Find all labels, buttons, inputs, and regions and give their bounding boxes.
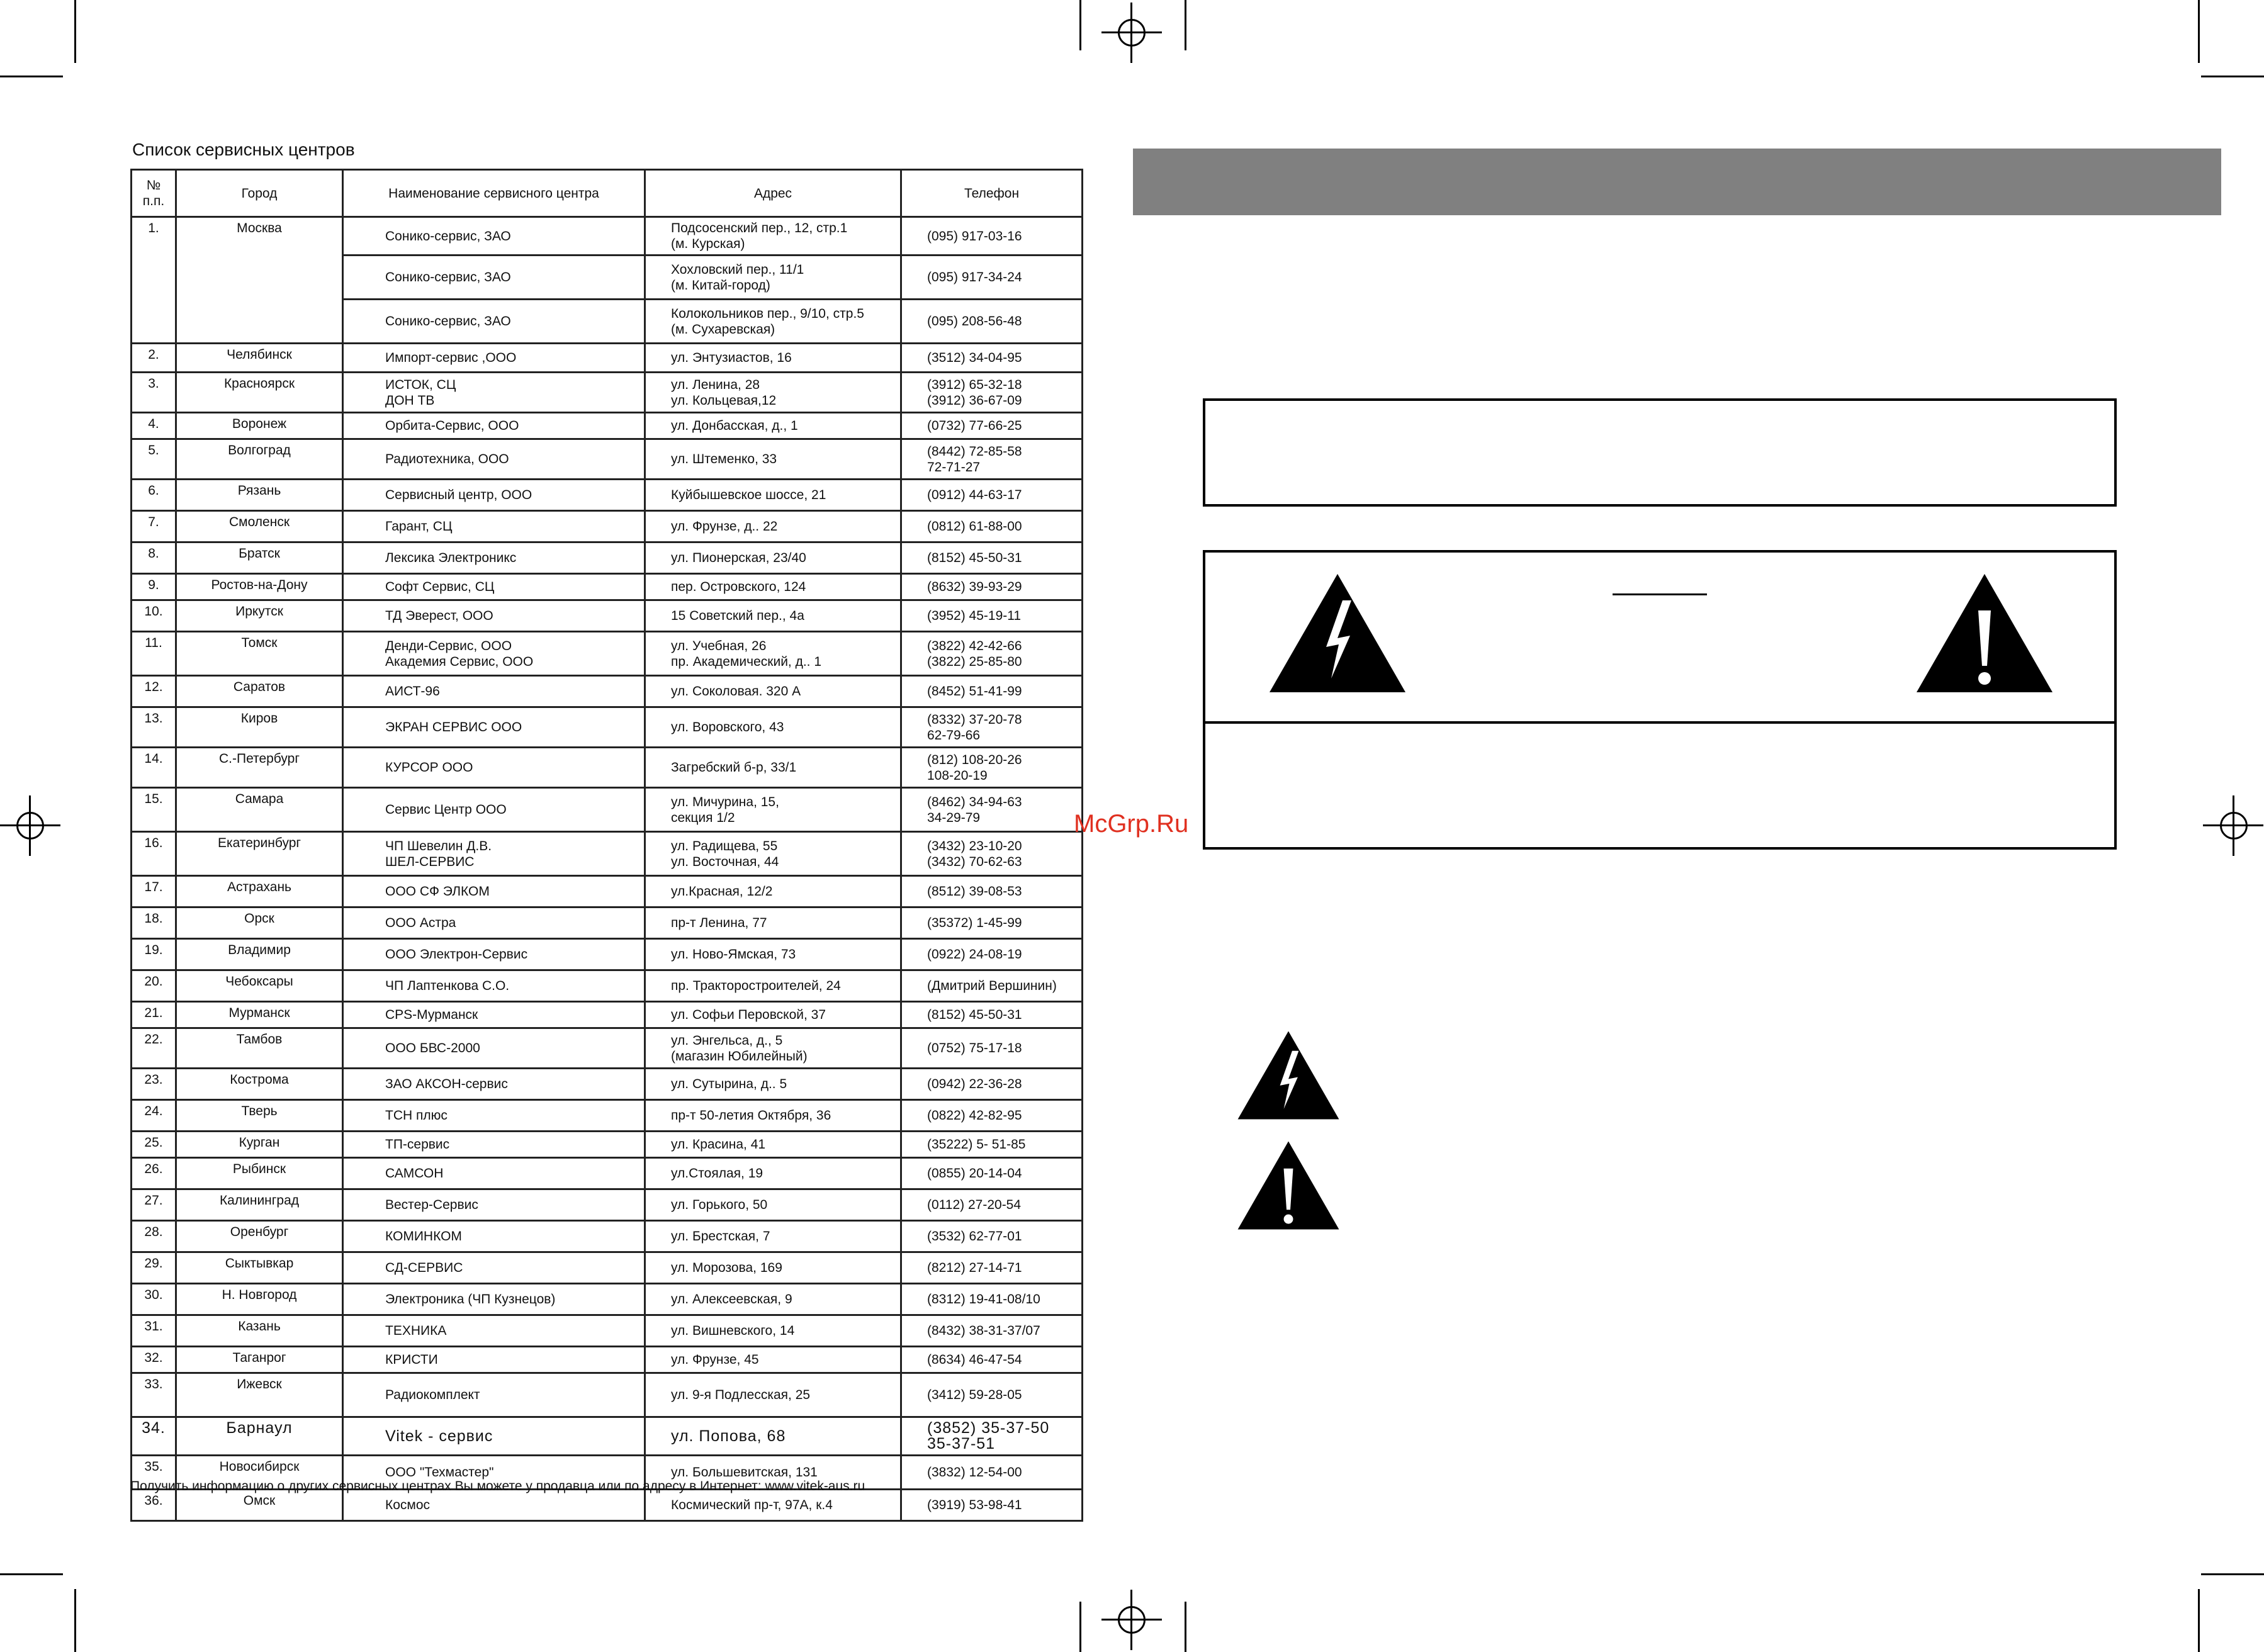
- cell-num: 13.: [132, 707, 176, 748]
- cell-address: 15 Советский пер., 4а: [645, 600, 901, 632]
- crop-mark: [1185, 0, 1186, 50]
- footer-note: Получить информацию о других сервисных центрах Вы можете у продавца или по адресу в Интернет: www.vitek-aus.ru: [130, 1479, 865, 1493]
- cell-name: ТСН плюс: [343, 1100, 645, 1132]
- cell-address: ул. Софьи Перовской, 37: [645, 1002, 901, 1028]
- cell-name: Сонико-сервис, ЗАО: [343, 256, 645, 300]
- table-row: [132, 413, 1083, 439]
- cell-num: 5.: [132, 439, 176, 480]
- cell-address: ул. Пионерская, 23/40: [645, 542, 901, 574]
- cell-city: Братск: [176, 542, 343, 574]
- cell-city: Н. Новгород: [176, 1284, 343, 1315]
- cell-city: Чебоксары: [176, 970, 343, 1002]
- cell-address: ул. Попова, 68: [645, 1417, 901, 1456]
- table-row: [132, 676, 1083, 707]
- cell-num: 30.: [132, 1284, 176, 1315]
- cell-name: КРИСТИ: [343, 1347, 645, 1373]
- cell-num: 29.: [132, 1252, 176, 1284]
- cell-city: Таганрог: [176, 1347, 343, 1373]
- table-row: [132, 344, 1083, 373]
- header-address: Адрес: [645, 170, 901, 217]
- cell-phone: (0855) 20-14-04: [901, 1158, 1083, 1189]
- cell-city: Ростов-на-Дону: [176, 574, 343, 600]
- cell-name: ТП-сервис: [343, 1132, 645, 1158]
- cell-city: Волгоград: [176, 439, 343, 480]
- cell-phone: (3822) 42-42-66 (3822) 25-85-80: [901, 632, 1083, 676]
- cell-phone: (8432) 38-31-37/07: [901, 1315, 1083, 1347]
- cell-name: Вестер-Сервис: [343, 1189, 645, 1221]
- table-row: [132, 1284, 1083, 1315]
- cell-num: 11.: [132, 632, 176, 676]
- table-row: [132, 1158, 1083, 1189]
- table-row: [132, 542, 1083, 574]
- registration-mark: [29, 795, 31, 856]
- cell-num: 31.: [132, 1315, 176, 1347]
- cell-address: Подсосенский пер., 12, стр.1 (м. Курская): [645, 217, 901, 256]
- cell-name: Софт Сервис, СЦ: [343, 574, 645, 600]
- cell-city: Москва: [176, 217, 343, 344]
- cell-address: ул. 9-я Подлесская, 25: [645, 1373, 901, 1417]
- cell-num: 15.: [132, 788, 176, 832]
- cell-name: ООО БВС-2000: [343, 1028, 645, 1069]
- cell-phone: (3432) 23-10-20 (3432) 70-62-63: [901, 832, 1083, 876]
- cell-city: Омск: [176, 1490, 343, 1521]
- cell-name: ООО "Техмастер": [343, 1456, 645, 1490]
- cell-num: 7.: [132, 511, 176, 542]
- cell-city: Томск: [176, 632, 343, 676]
- cell-phone: (812) 108-20-26 108-20-19: [901, 748, 1083, 788]
- registration-mark: [1130, 1590, 1132, 1650]
- cell-address: ул. Фрунзе, д.. 22: [645, 511, 901, 542]
- cell-address: ул. Штеменко, 33: [645, 439, 901, 480]
- cell-name: ИСТОК, СЦ ДОН ТВ: [343, 373, 645, 413]
- table-row: [132, 832, 1083, 876]
- crop-mark: [1079, 1602, 1081, 1652]
- table-row: [132, 876, 1083, 907]
- cell-num: 20.: [132, 970, 176, 1002]
- cell-phone: (35372) 1-45-99: [901, 907, 1083, 939]
- header-bar: [1133, 149, 2221, 215]
- cell-name: АИСТ-96: [343, 676, 645, 707]
- cell-address: ул. Донбасская, д., 1: [645, 413, 901, 439]
- crop-mark: [74, 1589, 76, 1652]
- service-centers-table: [130, 169, 1083, 1522]
- cell-num: 6.: [132, 480, 176, 511]
- cell-name: ООО Астра: [343, 907, 645, 939]
- cell-city: Самара: [176, 788, 343, 832]
- cell-name: ООО Электрон-Сервис: [343, 939, 645, 970]
- cell-name: КУРСОР ООО: [343, 748, 645, 788]
- cell-phone: (8442) 72-85-58 72-71-27: [901, 439, 1083, 480]
- cell-city: Красноярск: [176, 373, 343, 413]
- table-row: [132, 1315, 1083, 1347]
- cell-address: ул. Вишневского, 14: [645, 1315, 901, 1347]
- cell-name: ЭКРАН СЕРВИС ООО: [343, 707, 645, 748]
- cell-address: ул.Стоялая, 19: [645, 1158, 901, 1189]
- cell-name: Орбита-Сервис, ООО: [343, 413, 645, 439]
- cell-name: САМСОН: [343, 1158, 645, 1189]
- cell-num: 14.: [132, 748, 176, 788]
- cell-phone: (8332) 37-20-78 62-79-66: [901, 707, 1083, 748]
- cell-address: ул. Учебная, 26 пр. Академический, д.. 1: [645, 632, 901, 676]
- cell-phone: (095) 917-03-16: [901, 217, 1083, 256]
- header-phone: Телефон: [901, 170, 1083, 217]
- cell-phone: (0912) 44-63-17: [901, 480, 1083, 511]
- cell-address: Хохловский пер., 11/1 (м. Китай-город): [645, 256, 901, 300]
- cell-num: 4.: [132, 413, 176, 439]
- table-row: [132, 1490, 1083, 1521]
- cell-name: ТЕХНИКА: [343, 1315, 645, 1347]
- table-row: [132, 632, 1083, 676]
- crop-mark: [2201, 1573, 2264, 1575]
- cell-address: пр. Тракторостроителей, 24: [645, 970, 901, 1002]
- cell-phone: (3532) 62-77-01: [901, 1221, 1083, 1252]
- cell-phone: (8152) 45-50-31: [901, 1002, 1083, 1028]
- cell-phone: (3919) 53-98-41: [901, 1490, 1083, 1521]
- cell-address: ул. Ново-Ямская, 73: [645, 939, 901, 970]
- table-row: [132, 439, 1083, 480]
- cell-num: 27.: [132, 1189, 176, 1221]
- cell-name: СД-СЕРВИС: [343, 1252, 645, 1284]
- warning-box-divider: [1203, 721, 2117, 724]
- cell-city: Киров: [176, 707, 343, 748]
- cell-address: ул. Ленина, 28 ул. Кольцевая,12: [645, 373, 901, 413]
- cell-num: 26.: [132, 1158, 176, 1189]
- table-row: [132, 1002, 1083, 1028]
- cell-phone: (095) 917-34-24: [901, 256, 1083, 300]
- header-name: Наименование сервисного центра: [343, 170, 645, 217]
- table-row: [132, 1221, 1083, 1252]
- cell-phone: (8632) 39-93-29: [901, 574, 1083, 600]
- table-row: [132, 480, 1083, 511]
- cell-num: 12.: [132, 676, 176, 707]
- cell-num: 8.: [132, 542, 176, 574]
- cell-city: Калининград: [176, 1189, 343, 1221]
- table-row: [132, 217, 1083, 256]
- cell-name: Радиокомплект: [343, 1373, 645, 1417]
- cell-name: Лексика Электроникс: [343, 542, 645, 574]
- cell-city: Барнаул: [176, 1417, 343, 1456]
- cell-name: Электроника (ЧП Кузнецов): [343, 1284, 645, 1315]
- cell-name: Гарант, СЦ: [343, 511, 645, 542]
- crop-mark: [74, 0, 76, 63]
- cell-city: Курган: [176, 1132, 343, 1158]
- cell-num: 18.: [132, 907, 176, 939]
- table-row: [132, 1069, 1083, 1100]
- cell-city: Астрахань: [176, 876, 343, 907]
- cell-num: 24.: [132, 1100, 176, 1132]
- cell-address: ул.Красная, 12/2: [645, 876, 901, 907]
- table-row: [132, 939, 1083, 970]
- cell-address: ул. Энтузиастов, 16: [645, 344, 901, 373]
- cell-address: Космический пр-т, 97А, к.4: [645, 1490, 901, 1521]
- cell-city: Екатеринбург: [176, 832, 343, 876]
- table-row: [132, 1189, 1083, 1221]
- table-row: [132, 1373, 1083, 1417]
- cell-address: ул. Горького, 50: [645, 1189, 901, 1221]
- cell-num: 33.: [132, 1373, 176, 1417]
- cell-name: Денди-Сервис, ООО Академия Сервис, ООО: [343, 632, 645, 676]
- cell-city: Владимир: [176, 939, 343, 970]
- header-num: № п.п.: [132, 170, 176, 217]
- cell-phone: (8452) 51-41-99: [901, 676, 1083, 707]
- cell-city: Сыктывкар: [176, 1252, 343, 1284]
- table-row: [132, 748, 1083, 788]
- cell-num: 22.: [132, 1028, 176, 1069]
- cell-city: Саратов: [176, 676, 343, 707]
- cell-num: 9.: [132, 574, 176, 600]
- cell-phone: (0812) 61-88-00: [901, 511, 1083, 542]
- cell-address: пер. Островского, 124: [645, 574, 901, 600]
- cell-phone: (8152) 45-50-31: [901, 542, 1083, 574]
- cell-city: Ижевск: [176, 1373, 343, 1417]
- cell-city: Смоленск: [176, 511, 343, 542]
- cell-city: Новосибирск: [176, 1456, 343, 1490]
- crop-mark: [1185, 1602, 1186, 1652]
- cell-address: ул. Соколовая. 320 А: [645, 676, 901, 707]
- table-header-row: [132, 170, 1083, 217]
- table-row: [132, 788, 1083, 832]
- page-title: Список сервисных центров: [132, 140, 355, 159]
- cell-city: Тамбов: [176, 1028, 343, 1069]
- table-row: [132, 511, 1083, 542]
- exclamation-warning-icon: [1237, 1140, 1340, 1230]
- cell-num: 25.: [132, 1132, 176, 1158]
- cell-address: ул. Мичурина, 15, секция 1/2: [645, 788, 901, 832]
- table-row: [132, 373, 1083, 413]
- cell-phone: (095) 208-56-48: [901, 300, 1083, 344]
- cell-city: Орск: [176, 907, 343, 939]
- cell-city: Челябинск: [176, 344, 343, 373]
- table-row: [132, 1028, 1083, 1069]
- cell-phone: (3912) 65-32-18 (3912) 36-67-09: [901, 373, 1083, 413]
- cell-num: 19.: [132, 939, 176, 970]
- cell-city: Мурманск: [176, 1002, 343, 1028]
- cell-num: 21.: [132, 1002, 176, 1028]
- cell-phone: (0822) 42-82-95: [901, 1100, 1083, 1132]
- table-row: [132, 1417, 1083, 1456]
- cell-address: ул. Сутырина, д.. 5: [645, 1069, 901, 1100]
- cell-name: Vitek - сервис: [343, 1417, 645, 1456]
- cell-phone: (35222) 5- 51-85: [901, 1132, 1083, 1158]
- cell-address: ул. Морозова, 169: [645, 1252, 901, 1284]
- cell-city: Рыбинск: [176, 1158, 343, 1189]
- cell-name: ЧП Шевелин Д.В. ШЕЛ-СЕРВИС: [343, 832, 645, 876]
- cell-name: ЗАО АКСОН-сервис: [343, 1069, 645, 1100]
- cell-phone: (8212) 27-14-71: [901, 1252, 1083, 1284]
- cell-phone: (8462) 34-94-63 34-29-79: [901, 788, 1083, 832]
- cell-num: 32.: [132, 1347, 176, 1373]
- cell-num: 1.: [132, 217, 176, 344]
- registration-mark: [1130, 3, 1132, 63]
- crop-mark: [2198, 0, 2200, 63]
- cell-address: ул. Фрунзе, 45: [645, 1347, 901, 1373]
- watermark: McGrp.Ru: [1074, 810, 1189, 838]
- cell-address: ул. Радищева, 55 ул. Восточная, 44: [645, 832, 901, 876]
- cell-city: С.-Петербург: [176, 748, 343, 788]
- cell-num: 2.: [132, 344, 176, 373]
- exclamation-warning-icon: [1915, 573, 2054, 694]
- cell-num: 3.: [132, 373, 176, 413]
- cell-phone: (8634) 46-47-54: [901, 1347, 1083, 1373]
- cell-phone: (8312) 19-41-08/10: [901, 1284, 1083, 1315]
- cell-name: CPS-Мурманск: [343, 1002, 645, 1028]
- cell-phone: (3412) 59-28-05: [901, 1373, 1083, 1417]
- cell-num: 36.: [132, 1490, 176, 1521]
- lightning-warning-icon: [1268, 573, 1407, 694]
- cell-name: КОМИНКОМ: [343, 1221, 645, 1252]
- cell-name: Сонико-сервис, ЗАО: [343, 217, 645, 256]
- cell-city: Тверь: [176, 1100, 343, 1132]
- cell-num: 10.: [132, 600, 176, 632]
- cell-phone: (0942) 22-36-28: [901, 1069, 1083, 1100]
- cell-name: Сервис Центр ООО: [343, 788, 645, 832]
- cell-phone: (0732) 77-66-25: [901, 413, 1083, 439]
- crop-mark: [0, 1573, 63, 1575]
- cell-num: 35.: [132, 1456, 176, 1490]
- cell-phone: (3512) 34-04-95: [901, 344, 1083, 373]
- table-row: [132, 1252, 1083, 1284]
- header-city: Город: [176, 170, 343, 217]
- cell-name: Радиотехника, ООО: [343, 439, 645, 480]
- cell-city: Казань: [176, 1315, 343, 1347]
- warning-title-underline: [1613, 593, 1707, 595]
- crop-mark: [1079, 0, 1081, 50]
- cell-address: ул. Воровского, 43: [645, 707, 901, 748]
- cell-name: Импорт-сервис ,ООО: [343, 344, 645, 373]
- cell-address: пр-т 50-летия Октября, 36: [645, 1100, 901, 1132]
- cell-phone: (3832) 12-54-00: [901, 1456, 1083, 1490]
- cell-address: Загребский б-р, 33/1: [645, 748, 901, 788]
- cell-num: 28.: [132, 1221, 176, 1252]
- table-row: [132, 574, 1083, 600]
- cell-address: ул. Красина, 41: [645, 1132, 901, 1158]
- cell-num: 34.: [132, 1417, 176, 1456]
- cell-address: Колокольников пер., 9/10, стр.5 (м. Сухаревская): [645, 300, 901, 344]
- cell-address: Куйбышевское шоссе, 21: [645, 480, 901, 511]
- cell-phone: (0112) 27-20-54: [901, 1189, 1083, 1221]
- cell-name: Сонико-сервис, ЗАО: [343, 300, 645, 344]
- table-row: [132, 600, 1083, 632]
- crop-mark: [0, 76, 63, 77]
- cell-city: Иркутск: [176, 600, 343, 632]
- cell-phone: (0752) 75-17-18: [901, 1028, 1083, 1069]
- cell-num: 16.: [132, 832, 176, 876]
- cell-phone: (8512) 39-08-53: [901, 876, 1083, 907]
- cell-name: ЧП Лаптенкова С.О.: [343, 970, 645, 1002]
- cell-address: ул. Брестская, 7: [645, 1221, 901, 1252]
- cell-name: ТД Эверест, ООО: [343, 600, 645, 632]
- cell-city: Воронеж: [176, 413, 343, 439]
- cell-num: 17.: [132, 876, 176, 907]
- table-row: [132, 707, 1083, 748]
- crop-mark: [2198, 1589, 2200, 1652]
- cell-address: пр-т Ленина, 77: [645, 907, 901, 939]
- cell-phone: (3852) 35-37-50 35-37-51: [901, 1417, 1083, 1456]
- table-row: [132, 1347, 1083, 1373]
- cell-address: ул. Алексеевская, 9: [645, 1284, 901, 1315]
- table-row: [132, 907, 1083, 939]
- cell-phone: (0922) 24-08-19: [901, 939, 1083, 970]
- registration-mark: [2233, 795, 2234, 856]
- table-row: [132, 1132, 1083, 1158]
- cell-name: Сервисный центр, ООО: [343, 480, 645, 511]
- cell-phone: (Дмитрий Вершинин): [901, 970, 1083, 1002]
- cell-phone: (3952) 45-19-11: [901, 600, 1083, 632]
- cell-name: ООО СФ ЭЛКОМ: [343, 876, 645, 907]
- cell-city: Кострома: [176, 1069, 343, 1100]
- lightning-warning-icon: [1237, 1030, 1340, 1120]
- table-row: [132, 970, 1083, 1002]
- cell-address: ул. Энгельса, д., 5 (магазин Юбилейный): [645, 1028, 901, 1069]
- crop-mark: [2201, 76, 2264, 77]
- notice-box: [1203, 398, 2117, 507]
- cell-num: 23.: [132, 1069, 176, 1100]
- cell-city: Рязань: [176, 480, 343, 511]
- cell-address: ул. Большевитская, 131: [645, 1456, 901, 1490]
- cell-city: Оренбург: [176, 1221, 343, 1252]
- table-row: [132, 1100, 1083, 1132]
- cell-name: Космос: [343, 1490, 645, 1521]
